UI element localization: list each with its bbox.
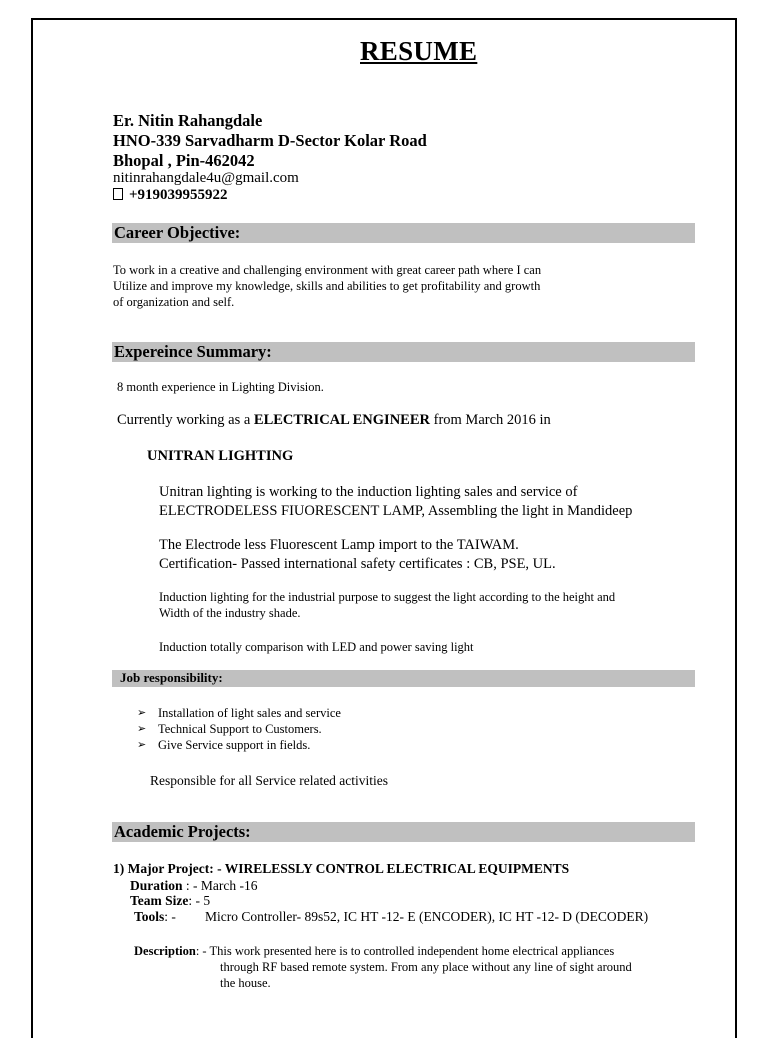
tools-separator: : - [164,909,176,924]
description-label: Description [134,944,196,958]
text-line: Unitran lighting is working to the induction lighting sales and service of [159,484,578,500]
responsibility-summary: Responsible for all Service related activities [150,773,389,788]
phone-line [113,187,228,204]
current-role: ELECTRICAL ENGINEER [253,412,430,428]
experience-summary-bar [112,342,695,362]
team-size-value: : - 5 [188,893,211,908]
list-item: ➢ Technical Support to Customers. [137,722,322,736]
job-responsibility-heading: Job responsibility: [120,670,223,685]
document-title: RESUME [360,36,478,66]
tools-label: Tools [134,909,165,924]
phone-number: +919039955922 [129,187,228,203]
career-objective-bar [112,223,695,243]
address-line: HNO-339 Sarvadharm D-Sector Kolar Road [113,131,427,150]
arrow-bullet-icon: ➢ [137,723,147,735]
text-line: Certification- Passed international safety certificates : CB, PSE, UL. [159,556,556,572]
text-line: To work in a creative and challenging environment with great career path where I can [113,263,542,277]
major-project-title: 1) Major Project: - WIRELESSLY CONTROL ELECTRICAL EQUIPMENTS [113,861,570,876]
team-size-label: Team Size [130,893,189,908]
experience-summary-heading: Expereince Summary: [114,342,272,361]
text-line: The Electrode less Fluorescent Lamp import to the TAIWAM. [159,537,519,553]
company-paragraph-1 [159,483,632,521]
description-line: through RF based remote system. From any place without any line of sight around [220,960,632,974]
arrow-bullet-icon: ➢ [137,739,147,751]
text-line: ELECTRODELESS FIUORESCENT LAMP, Assembling the light in Mandideep [159,503,633,519]
academic-projects-bar [112,822,695,842]
text-line: Width of the industry shade. [159,606,301,620]
company-paragraph-2 [159,536,556,574]
duration-label: Duration [130,878,183,893]
current-suffix: from March 2016 in [429,412,551,428]
text-line: Induction lighting for the industrial purpose to suggest the light according to the height and [159,590,616,604]
company-paragraph-4: Induction totally comparison with LED and power saving light [159,640,474,654]
text-line: Utilize and improve my knowledge, skills and abilities to get profitability and growth [113,279,541,293]
city-pin-line: Bhopal , Pin-462042 [113,151,255,170]
academic-projects-heading: Academic Projects: [114,822,251,841]
list-item: ➢ Installation of light sales and service [137,706,341,720]
tools-value: Micro Controller- 89s52, IC HT -12- E (ENCODER), IC HT -12- D (DECODER) [205,909,649,924]
text-line: of organization and self. [113,295,235,309]
experience-duration: 8 month experience in Lighting Division. [117,380,324,394]
candidate-name: Er. Nitin Rahangdale [113,111,263,130]
arrow-bullet-icon: ➢ [137,707,147,719]
email-text: nitinrahangdale4u@gmail.com [113,170,299,186]
career-objective-heading: Career Objective: [114,223,241,242]
current-role-line [117,411,551,430]
career-objective-text [113,262,541,310]
company-name: UNITRAN LIGHTING [147,448,294,464]
job-responsibility-bar [112,670,695,687]
description-line: the house. [220,976,271,990]
duration-value: : - March -16 [182,878,258,893]
company-paragraph-3 [159,589,615,621]
description-line: : - This work presented here is to controlled independent home electrical appliances [195,944,615,958]
description-label-line [134,943,614,959]
project-tools [134,908,176,926]
current-prefix: Currently working as a [117,412,254,428]
phone-icon [113,188,123,200]
responsibility-list [137,705,341,753]
list-item: ➢ Give Service support in fields. [137,738,311,752]
